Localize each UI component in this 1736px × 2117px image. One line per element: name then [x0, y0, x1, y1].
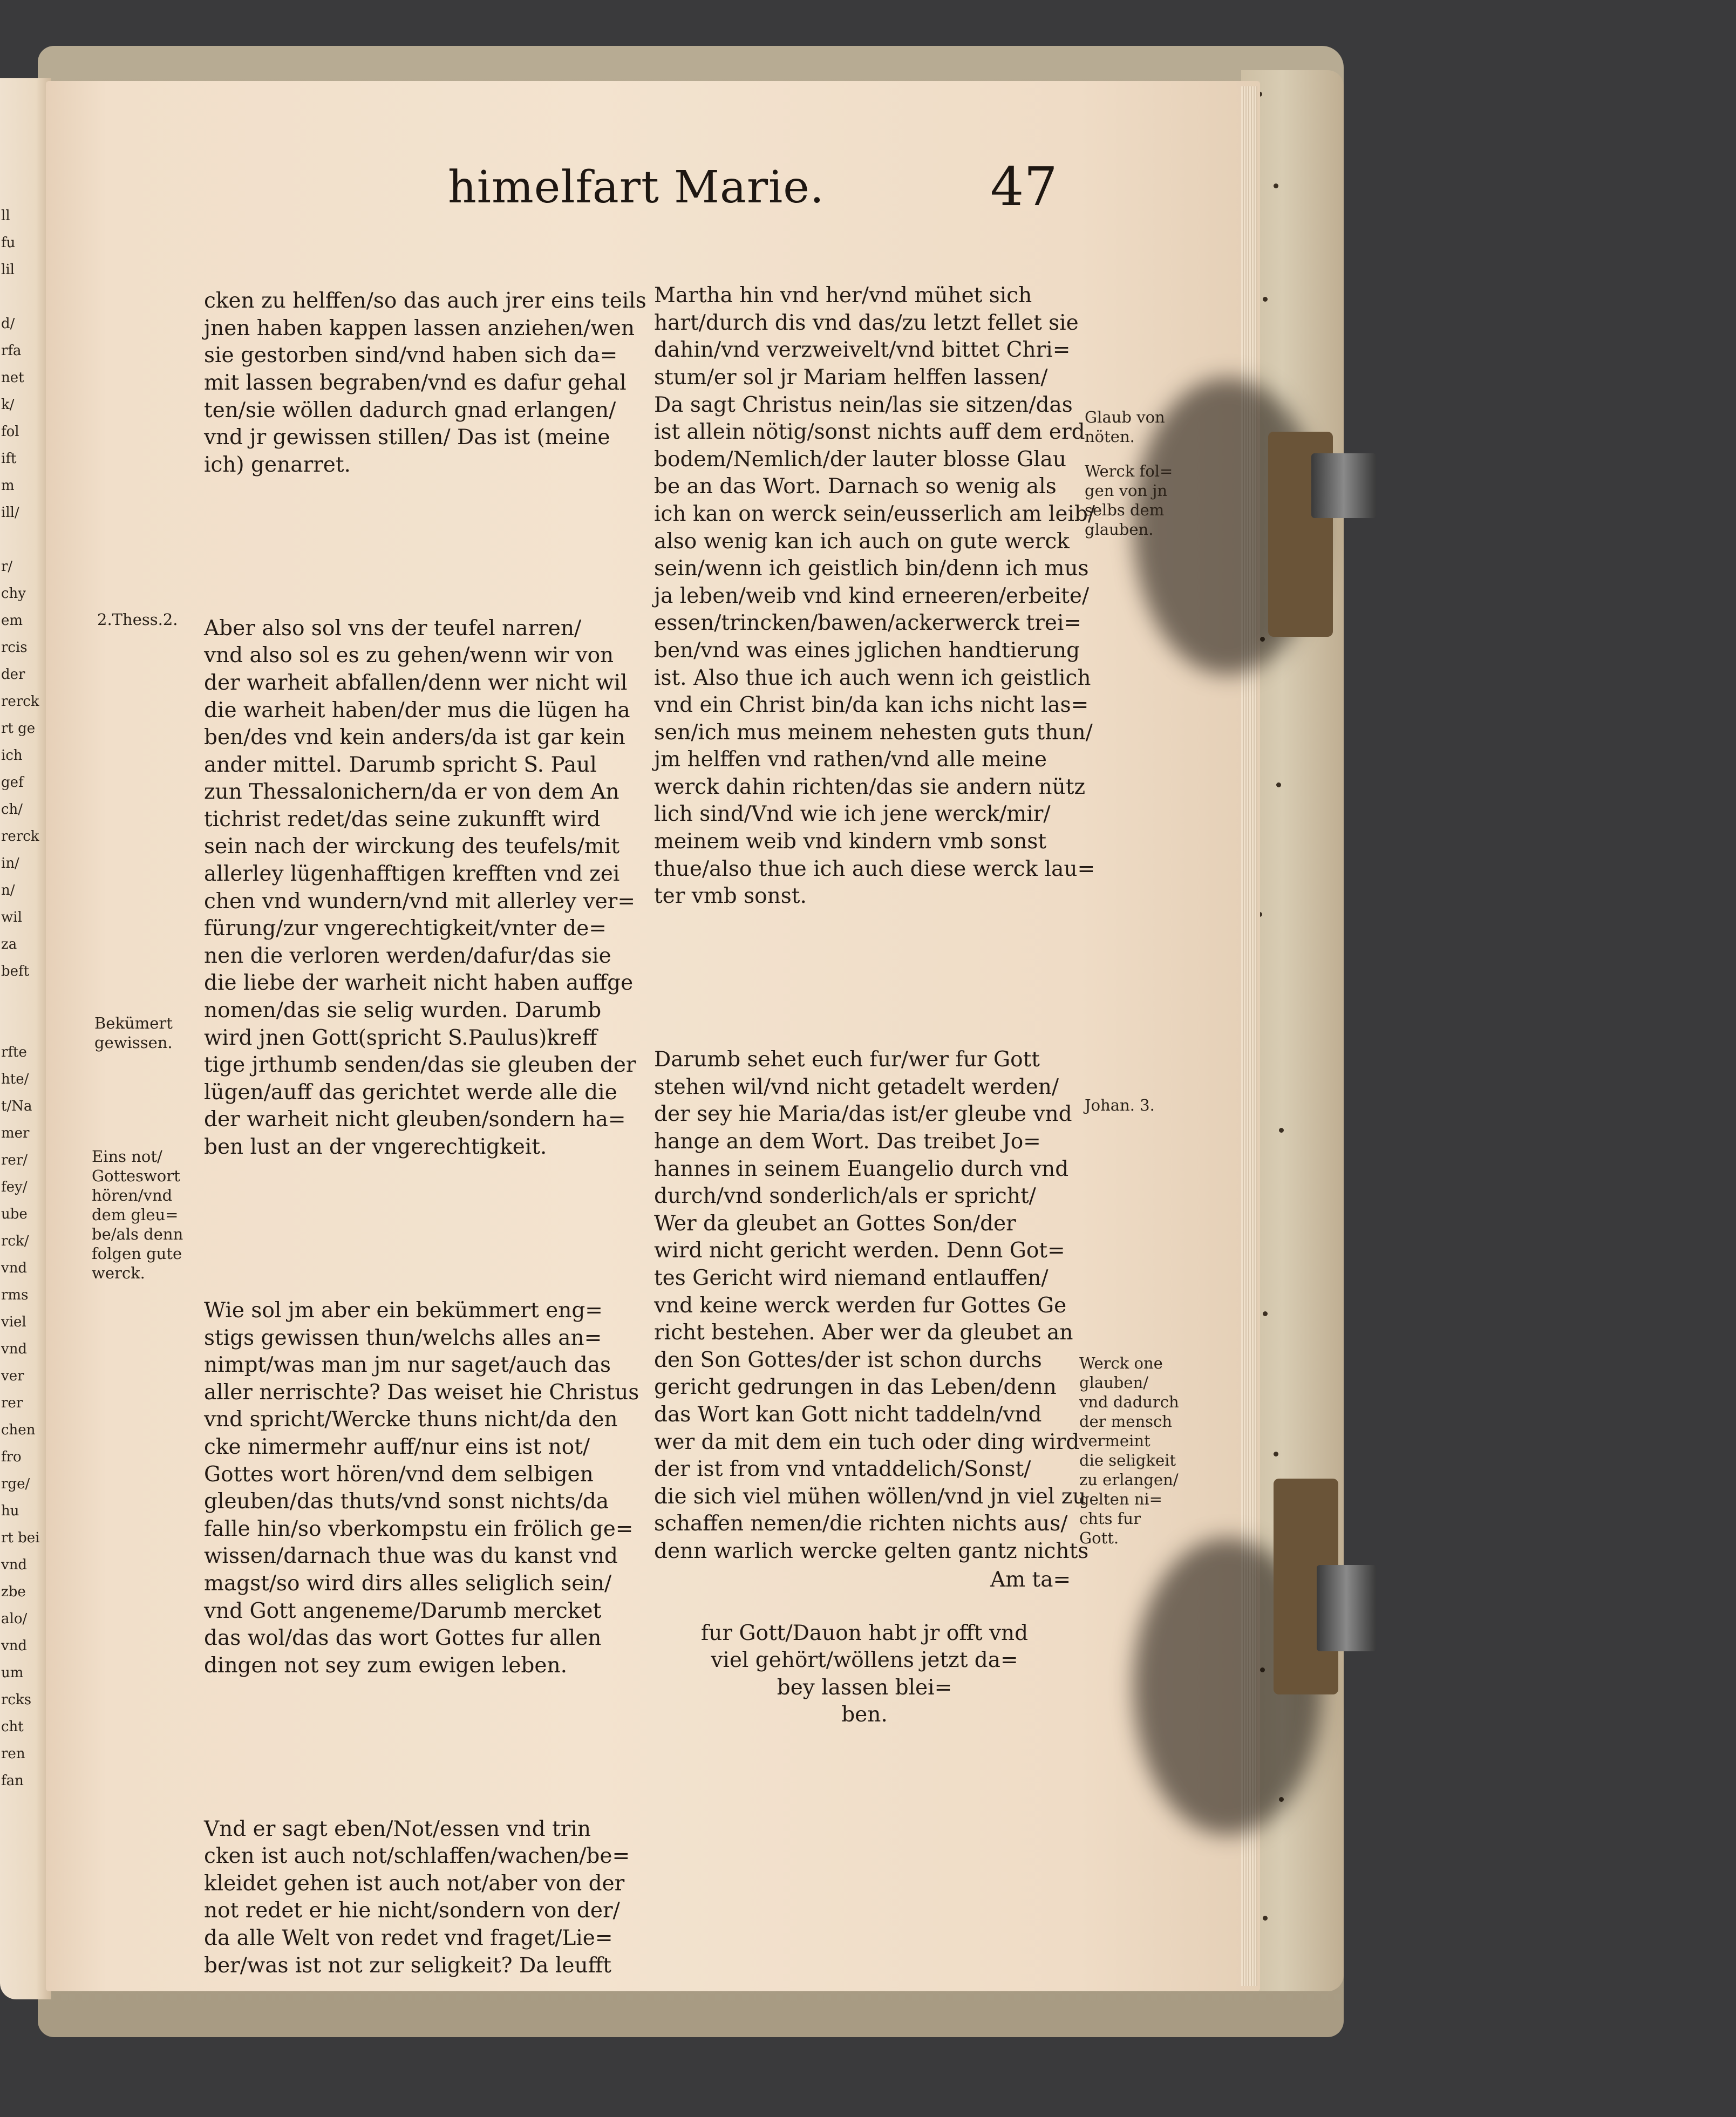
wormhole [1263, 297, 1268, 302]
facing-page-edge [0, 78, 51, 1999]
paragraph: cken zu helffen/so das auch jrer eins teils jnen haben kappen lassen anziehen/wen sie gestorben sind/vnd haben sich da= mit lassen begraben/vnd es dafur gehal ten/sie wöllen dadurch gnad erlangen/ vnd jr gewissen stillen/ Das ist (meine ich) genarret. [204, 289, 646, 477]
column-right [654, 228, 1095, 1757]
wormhole [1274, 1452, 1278, 1456]
paragraph: Darumb sehet euch fur/wer fur Gott stehen wil/vnd nicht getadelt werden/ der sey hie Maria/das ist/er gleube vnd hange an dem Wort. Das treibet Jo= hannes in seinem Euangelio durch vnd durch/vnd sonderlich/als er spricht/ Wer da gleubet an Gottes Son/der wird nicht gericht werden. Denn Got= tes Gericht wird niemand entlauffen/ vnd keine werck werden fur Gottes Ge richt bestehen. Aber wer da gleubet an den Son Gottes/der ist schon durchs gericht gedrungen in das Leben/denn das Wort kan Gott nicht taddeln/vnd wer da mit dem ein tuch oder ding wird der ist from vnd vntaddelich/Sonst/ die sich viel mühen wöllen/vnd jn viel zu schaffen nemen/die richten nichts aus/ denn warlich wercke gelten gantz nichts [654, 1047, 1089, 1563]
paragraph: Vnd er sagt eben/Not/essen vnd trin cken ist auch not/schlaffen/wachen/be= kleidet gehen ist auch not/aber von der not redet er hie nicht/sondern von der/ da alle Welt von redet vnd fraget/Lie= ber/was ist not zur seligkeit? Da leufft [204, 1816, 630, 1978]
margin-note: Eins not/ Gotteswort hören/vnd dem gleu= be/als denn folgen gute werck. [92, 1147, 183, 1282]
margin-note: 2.Thess.2. [97, 610, 178, 629]
margin-note: Werck one glauben/ vnd dadurch der mensch vermeint die seligkeit zu erlangen/ gelten ni= chts fur Gott. [1079, 1354, 1179, 1547]
wormhole [1276, 782, 1281, 787]
paragraph: Wie sol jm aber ein bekümmert eng= stigs gewissen thun/welchs alles an= nimpt/was man jm nur saget/auch das aller nerrischte? Das weiset hie Christus vnd spricht/Wercke thuns nicht/da den cke nimermehr auff/nur eins ist not/ Gottes wort hören/vnd dem selbigen gleuben/das thuts/vnd sonst nichts/da falle hin/so vberkompstu ein frölich ge= wissen/darnach thue was du kanst vnd magst/so wird dirs alles seliglich sein/ vnd Gott angeneme/Darumb mercket das wol/das das wort Gottes fur allen dingen not sey zum ewigen leben. [204, 1298, 639, 1678]
wormhole [1263, 1916, 1268, 1921]
paragraph: Aber also sol vns der teufel narren/ vnd also sol es zu gehen/wenn wir von der warheit abfallen/denn wer nicht wil die warheit haben/der mus die lügen ha ben/des vnd kein anders/da ist gar kein ander mittel. Darumb spricht S. Paul zun Thessalonichern/da er von dem An tichrist redet/das seine zukunfft wird sein nach der wirckung des teufels/mit allerley lügenhafftigen krefften vnd zei chen vnd wundern/vnd mit allerley ver= fürung/zur vngerechtigkeit/vnter de= nen die verloren werden/dafur/das sie die liebe der warheit nicht haben auffge nomen/das sie selig wurden. Darumb wird jnen Gott(spricht S.Paulus)kreff tige jrthumb senden/das sie gleuben der lügen/auff das gerichtet werde alle die der warheit nicht gleuben/sondern ha= ben lust an der vngerechtigkeit. [204, 616, 636, 1159]
margin-note: Werck fol= gen von jn selbs dem glauben. [1085, 462, 1173, 539]
paragraph: Martha hin vnd her/vnd mühet sich hart/durch dis vnd das/zu letzt fellet sie dahin/vnd verzweivelt/vnd bittet Chri= stum/er sol jr Mariam helffen lassen/ Da sagt Christus nein/las sie sitzen/das ist allein nötig/sonst nichts auff dem erd bodem/Nemlich/der lauter blosse Glau be an das Wort. Darnach so wenig als ich kan on werck sein/eusserlich am leib/ also wenig kan ich auch on gute werck sein/wenn ich geistlich bin/denn ich mus ja leben/weib vnd kind erneeren/erbeite/ essen/trincken/bawen/ackerwerck trei= ben/vnd was eines jglichen handtierung ist. Also thue ich auch wenn ich geistlich vnd ein Christ bin/da kan ichs nicht las= sen/ich mus meinem nehesten guts thun/ jm helffen vnd rathen/vnd alle meine werck dahin richten/das sie andern nütz lich sind/Vnd wie ich jene werck/mir/ meinem weib vnd kindern vmb sonst thue/also thue ich auch diese werck lau= ter vmb sonst. [654, 283, 1095, 909]
paragraph-tail: fur Gott/Dauon habt jr offt vnd viel gehört/wöllens jetzt da= bey lassen blei= ben. [700, 1621, 1029, 1727]
wormhole [1279, 1128, 1284, 1133]
margin-note: Johan. 3. [1085, 1096, 1155, 1114]
column-left [204, 233, 646, 2007]
clasp-hook [1317, 1565, 1376, 1651]
wormhole [1263, 1311, 1268, 1316]
catchword: Am ta= [990, 1568, 1071, 1592]
clasp-hook [1311, 453, 1376, 518]
margin-note: Bekümert gewissen. [94, 1014, 173, 1052]
margin-note: Glaub von nöten. [1085, 408, 1165, 446]
facing-page-text: ll fu lil d/ rfa net k/ fol ift m ill/ r/ chy em rcis der rerck rt ge ich gef ch/ rerck in/ n/ wil za beft rfte hte/ t/Na mer rer/ fey/ ube rck/ vnd rms viel vnd ver rer chen fro rge/ hu rt bei vnd zbe alo/ vnd um rcks cht ren fan [1, 208, 40, 1789]
wormhole [1274, 183, 1278, 188]
running-title: himelfart Marie. [448, 162, 825, 213]
page-number: 47 [990, 156, 1058, 218]
